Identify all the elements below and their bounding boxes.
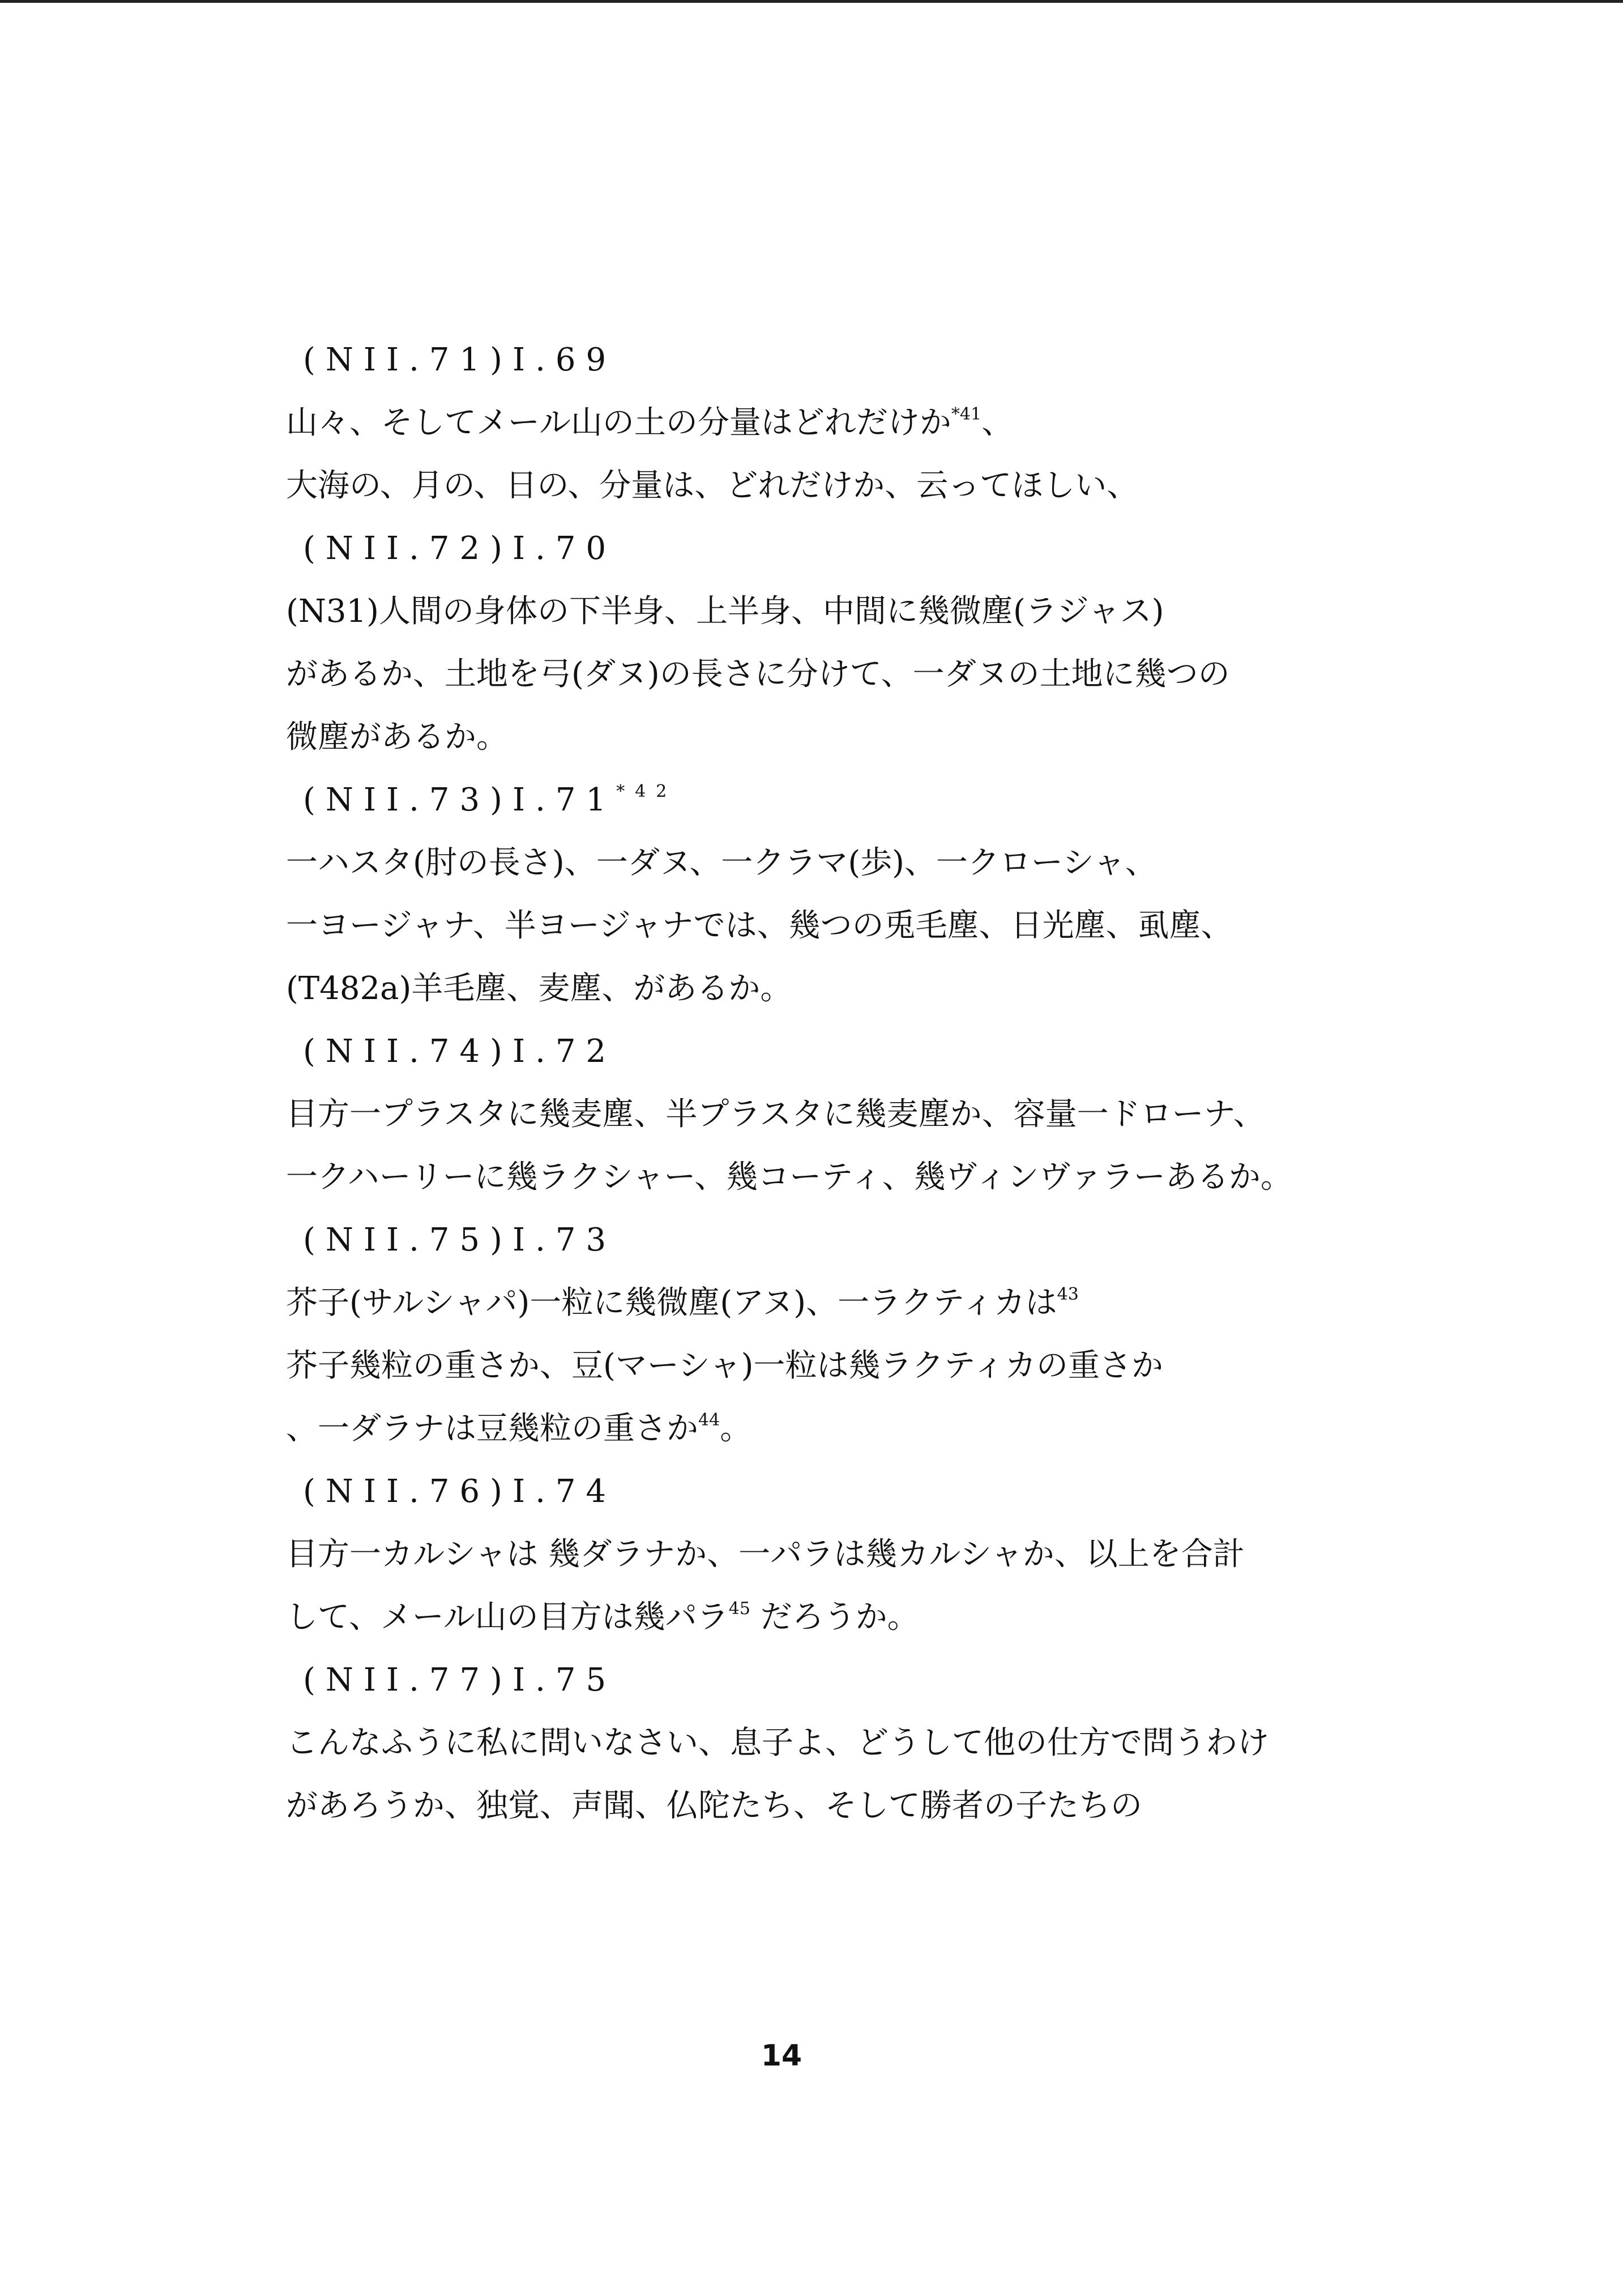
footnote-marker: *41 <box>951 404 982 424</box>
verse-heading: (NII.75)I.73 <box>303 1222 617 1258</box>
text-line: 一クハーリーに幾ラクシャー、幾コーティ、幾ヴィンヴァラーあるか。 <box>286 1159 1292 1196</box>
text-line: 芥子(サルシャパ)一粒に幾微塵(アヌ)、一ラクティカは$^{43}$ <box>286 1284 1079 1321</box>
top-border-rule <box>0 0 1623 3</box>
text-line: 一ヨージャナ、半ヨージャナでは、幾つの兎毛塵、日光塵、虱塵、 <box>286 907 1233 944</box>
text-line: 芥子幾粒の重さか、豆(マーシャ)一粒は幾ラクティカの重さか <box>286 1347 1163 1384</box>
verse-heading: (NII.76)I.74 <box>303 1473 617 1510</box>
text-line: 、一ダラナは豆幾粒の重さか$^{44}$。 <box>286 1410 752 1447</box>
text-line: があるか、土地を弓(ダヌ)の長さに分けて、一ダヌの土地に幾つの <box>286 656 1230 693</box>
text-line: 微塵があるか。 <box>286 719 508 756</box>
verse-heading: (NII.72)I.70 <box>303 530 617 567</box>
text-line: (T482a)羊毛塵、麦塵、があるか。 <box>286 970 792 1007</box>
verse-heading: (NII.73)I.71$^{*42}$ <box>303 782 677 818</box>
text-line: して、メール山の目方は幾パラ$^{45}$ だろうか。 <box>286 1599 919 1636</box>
text-line: 一ハスタ(肘の長さ)、一ダヌ、一クラマ(歩)、一クローシャ、 <box>286 844 1157 881</box>
footnote-marker: 43 <box>1057 1284 1079 1304</box>
verse-heading: (NII.77)I.75 <box>303 1662 617 1698</box>
document-text <box>286 328 1588 1837</box>
text-line: があろうか、独覚、声聞、仏陀たち、そして勝者の子たちの <box>286 1787 1142 1824</box>
text-line: 目方一カルシャは 幾ダラナか、一パラは幾カルシャか、以上を合計 <box>286 1536 1245 1573</box>
text-line: (N31)人間の身体の下半身、上半身、中間に幾微塵(ラジャス) <box>286 593 1164 630</box>
footnote-marker: *42 <box>616 782 677 801</box>
page-number: 14 <box>761 2039 802 2073</box>
verse-heading: (NII.71)I.69 <box>303 342 617 378</box>
verse-heading: (NII.74)I.72 <box>303 1033 617 1070</box>
footnote-marker: 44 <box>698 1410 720 1430</box>
footnote-marker: 45 <box>728 1599 750 1619</box>
text-line: 大海の、月の、日の、分量は、どれだけか、云ってほしい、 <box>286 467 1139 504</box>
text-line: こんなふうに私に問いなさい、息子よ、どうして他の仕方で問うわけ <box>286 1725 1269 1761</box>
text-line: 目方一プラスタに幾麦塵、半プラスタに幾麦塵か、容量一ドローナ、 <box>286 1096 1265 1133</box>
text-line: 山々、そしてメール山の土の分量はどれだけか$^{*41}$、 <box>286 404 1014 441</box>
